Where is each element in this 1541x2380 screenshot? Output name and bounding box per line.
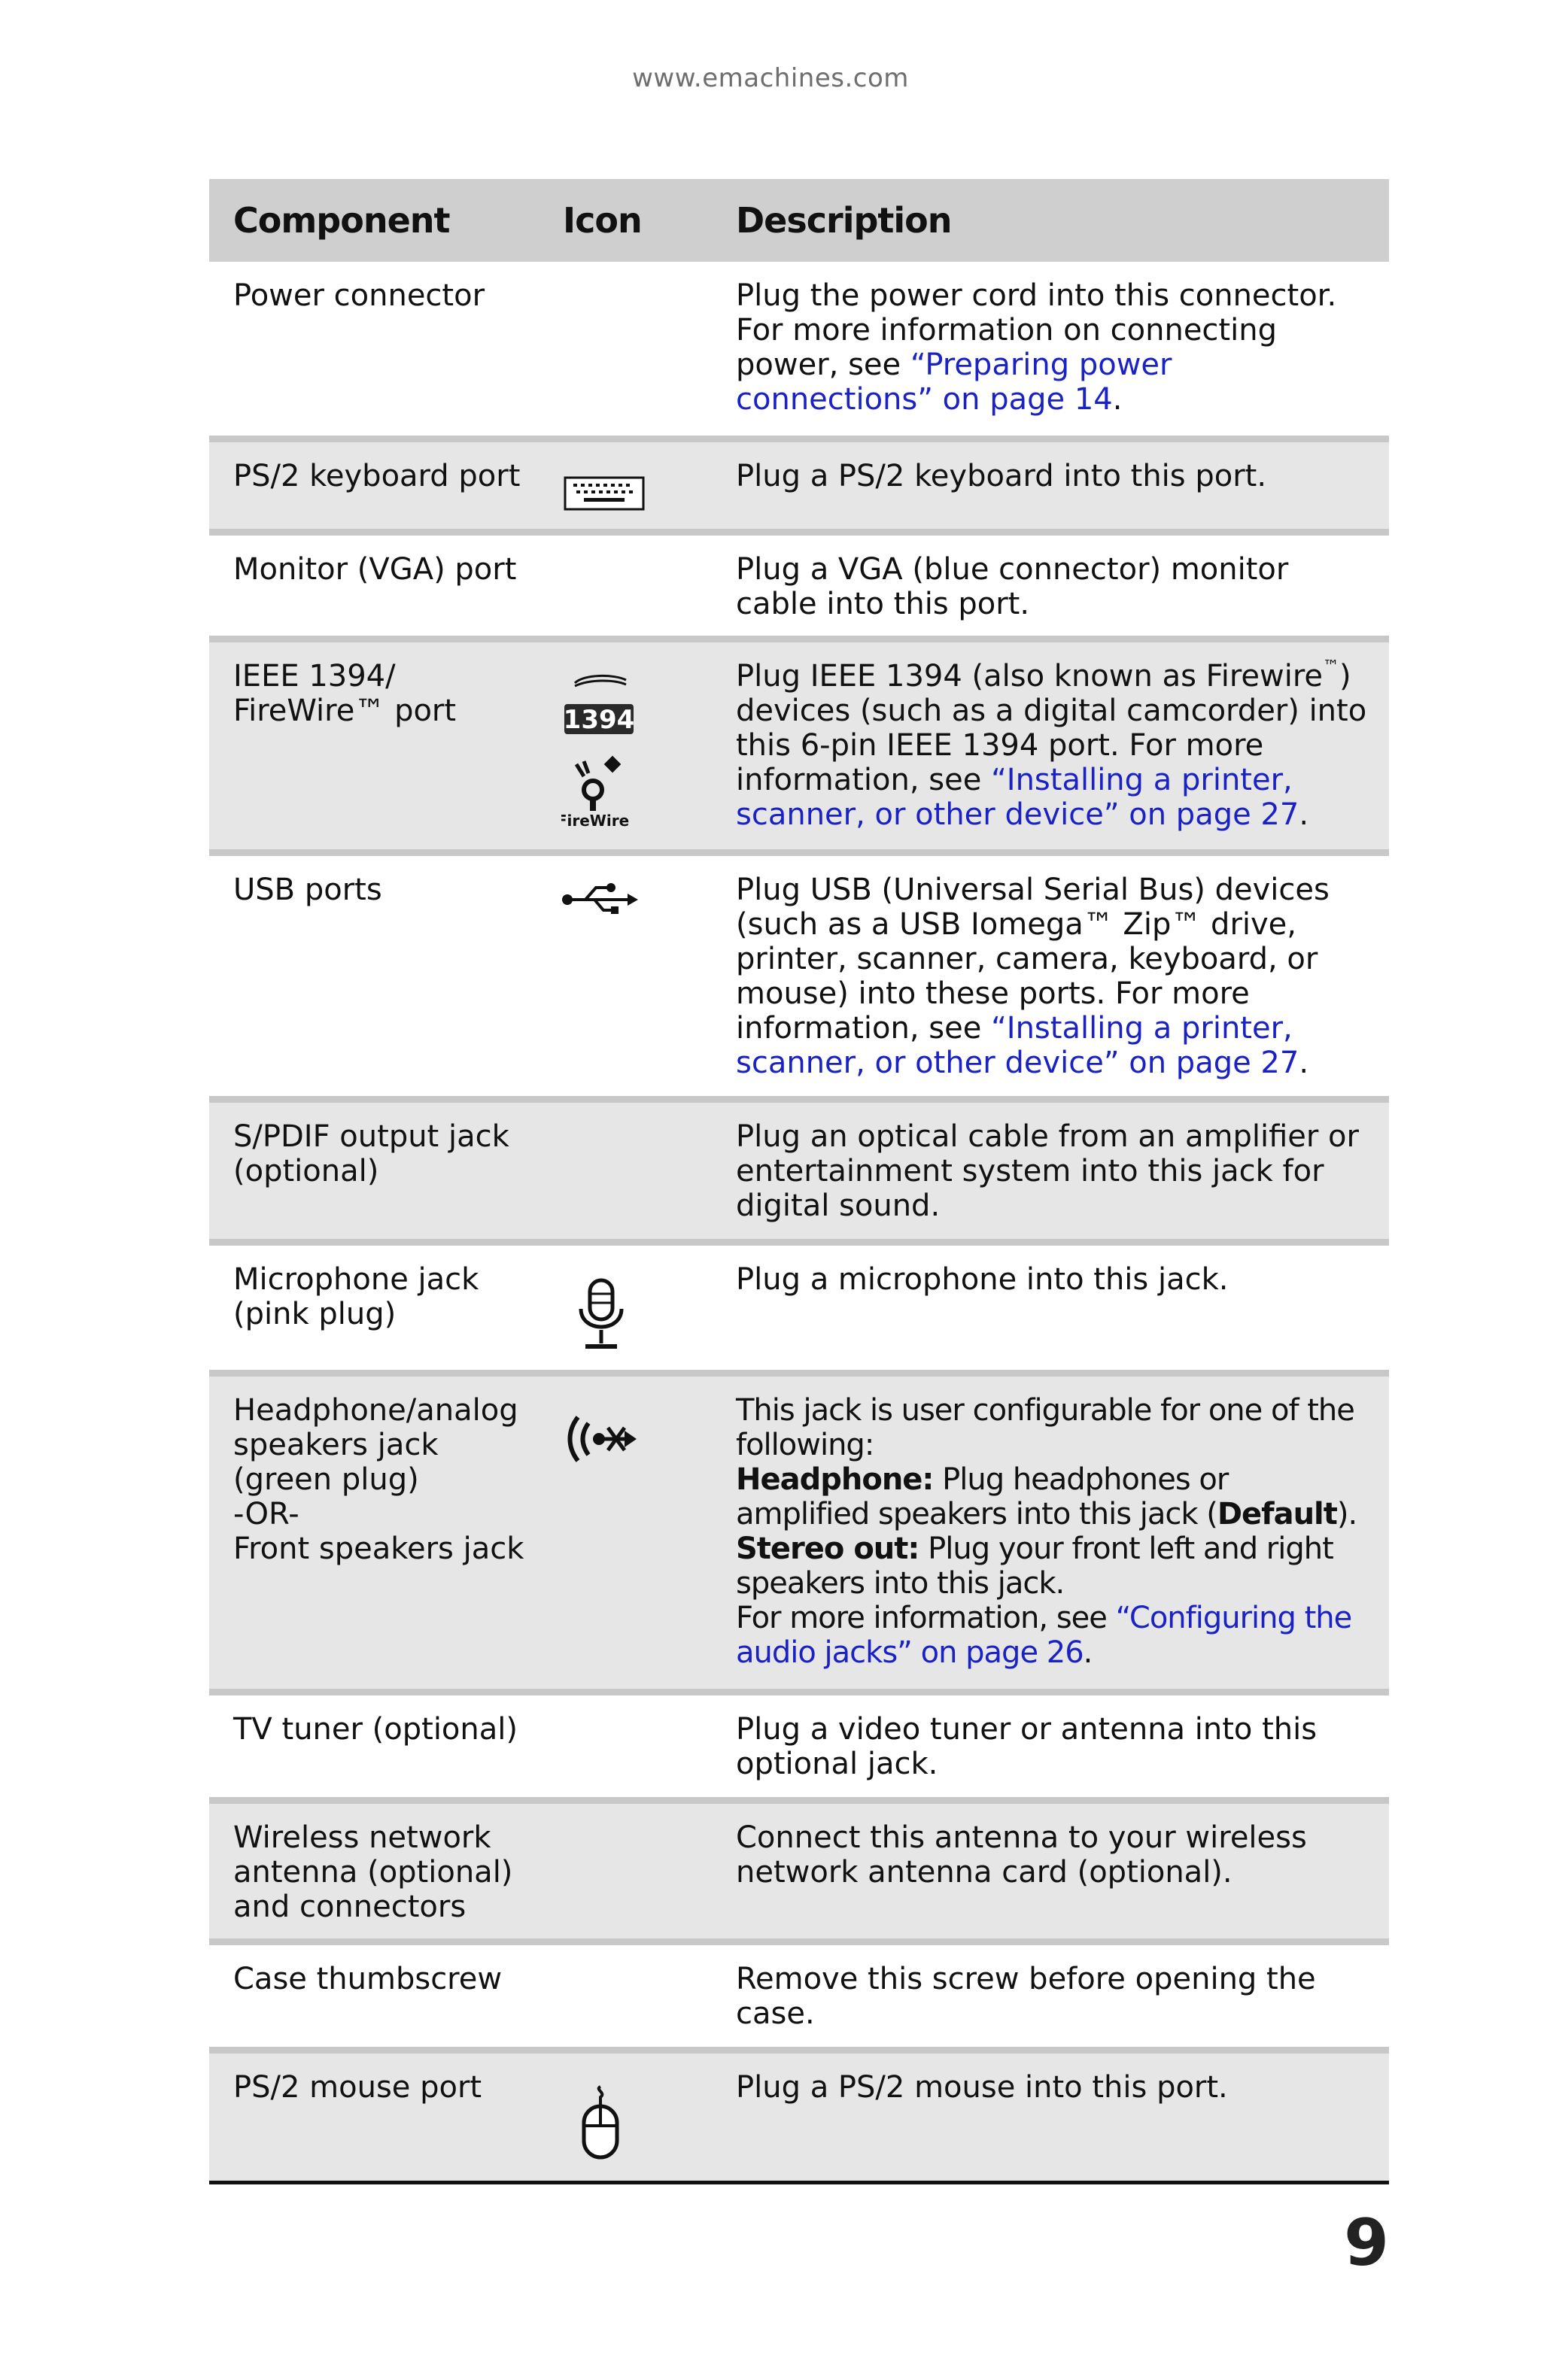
table-header: [209, 179, 1389, 262]
table-row-usb-ports: [209, 856, 1389, 1103]
description-stereo-out: [736, 1532, 1368, 1601]
description-text: Plug your front left and right speakers into this jack.: [736, 1532, 1333, 1601]
component-cell: [209, 1377, 525, 1689]
speaker-out-icon: [564, 1413, 640, 1473]
description-text: ) devices (such as a digital camcorder) into this 6-pin IEEE 1394 port. For more information, see: [736, 659, 1367, 797]
icon-cell: [525, 442, 736, 529]
component-cell: Monitor (VGA) port: [233, 552, 517, 587]
component-line: (pink plug): [233, 1297, 397, 1331]
description-cell: [736, 642, 1389, 849]
keyboard-icon: [563, 475, 646, 519]
firewire-icon: [561, 754, 637, 836]
trademark-sup: ™: [1323, 657, 1340, 676]
description-cell: [736, 856, 1389, 1096]
icon-cell: [525, 1945, 736, 2047]
icon-cell: [525, 1804, 736, 1938]
description-cell: Plug an optical cable from an amplifier or entertainment system into this jack for digital sound.: [736, 1119, 1359, 1223]
description-cell: Connect this antenna to your wireless network antenna card (optional).: [736, 1820, 1307, 1890]
microphone-icon: [575, 1277, 628, 1360]
component-line: Front speakers jack: [233, 1532, 524, 1566]
description-text: Plug headphones or amplified speakers into this jack (: [736, 1462, 1229, 1532]
description-text: Plug USB (Universal Serial Bus) devices (such as a USB Iomega™ Zip™ drive, printer, scanner, camera, keyboard, or mouse) into these ports. For more information, see: [736, 873, 1330, 1046]
table-row-case-thumbscrew: [209, 1945, 1389, 2054]
component-line: IEEE 1394/: [233, 659, 396, 694]
component-line: (optional): [233, 1154, 379, 1188]
description-text: For more information, see: [736, 1601, 1116, 1635]
component-cell: PS/2 keyboard port: [233, 459, 521, 493]
link-installing-a-printer[interactable]: “Installing a printer, scanner, or other device” on page 27: [736, 763, 1299, 832]
description-cell: Plug a PS/2 mouse into this port.: [736, 2070, 1228, 2105]
usb-icon: [560, 880, 643, 924]
table-row-vga-port: [209, 536, 1389, 642]
description-cell: Plug a microphone into this jack.: [736, 1262, 1229, 1297]
component-line: S/PDIF output jack: [233, 1119, 509, 1154]
ieee1394-icon-label: 1394: [563, 705, 635, 735]
description-text: Plug IEEE 1394 (also known as Firewire: [736, 659, 1324, 694]
description-cell: Plug a VGA (blue connector) monitor cable into this port.: [736, 552, 1289, 621]
description-headphone: [736, 1462, 1368, 1532]
description-text: ).: [1336, 1497, 1357, 1532]
table-row-tv-tuner: [209, 1695, 1389, 1804]
column-header-description: Description: [736, 200, 952, 241]
icon-cell: [525, 1695, 736, 1797]
component-cell: [209, 642, 525, 849]
link-installing-a-printer[interactable]: “Installing a printer, scanner, or other device” on page 27: [736, 1011, 1299, 1080]
ieee1394-icon: [561, 672, 637, 745]
site-url: www.emachines.com: [632, 63, 909, 93]
description-cell: [736, 1377, 1389, 1689]
component-line: Headphone/analog speakers jack (green plug): [233, 1393, 518, 1497]
component-line: Wireless network: [233, 1820, 491, 1855]
table-row-keyboard-port: [209, 442, 1389, 536]
component-cell: [209, 1804, 525, 1938]
component-line: FireWire™ port: [233, 694, 457, 728]
components-table: [209, 179, 1389, 2184]
icon-cell: [525, 1377, 736, 1689]
description-cell: Plug a PS/2 keyboard into this port.: [736, 459, 1267, 493]
firewire-icon-label: FireWire: [561, 812, 630, 829]
icon-cell: [525, 1246, 736, 1370]
link-preparing-power-connections[interactable]: “Preparing power connections” on page 14: [736, 348, 1172, 417]
component-cell: [209, 1246, 525, 1370]
component-cell: USB ports: [233, 873, 382, 907]
description-text: This jack is user configurable for one of the following:: [736, 1393, 1354, 1462]
bold-term: Default: [1217, 1497, 1337, 1532]
component-line: Microphone jack: [233, 1262, 479, 1297]
description-more-info: [736, 1601, 1368, 1670]
component-cell: PS/2 mouse port: [233, 2070, 482, 2105]
description-cell: [736, 262, 1389, 436]
link-configuring-audio-jacks[interactable]: “Configuring the audio jacks” on page 26: [736, 1601, 1352, 1670]
icon-cell: [525, 2054, 736, 2181]
table-row-power-connector: [209, 262, 1389, 442]
page-number: 9: [1344, 2205, 1389, 2281]
description-text: .: [1299, 797, 1309, 832]
component-cell: [209, 1103, 525, 1239]
table-row-microphone-jack: [209, 1246, 1389, 1377]
description-cell: Remove this screw before opening the case.: [736, 1962, 1316, 2031]
column-header-icon: Icon: [563, 200, 642, 241]
description-text: Plug the power cord into this connector. For more information on connecting power, see: [736, 278, 1337, 382]
description-text: .: [1299, 1046, 1309, 1080]
table-row-ieee1394-port: [209, 642, 1389, 856]
description-cell: Plug a video tuner or antenna into this optional jack.: [736, 1712, 1318, 1781]
table-row-spdif-jack: [209, 1103, 1389, 1246]
component-cell: TV tuner (optional): [233, 1712, 518, 1747]
icon-cell: [525, 642, 736, 849]
icon-cell: [525, 262, 736, 436]
bold-term: Stereo out:: [736, 1532, 919, 1566]
component-cell: Case thumbscrew: [233, 1962, 503, 1996]
mouse-icon: [578, 2084, 623, 2169]
component-line: -OR-: [233, 1497, 299, 1532]
icon-cell: [525, 856, 736, 1096]
bold-term: Headphone:: [736, 1462, 934, 1497]
component-cell: Power connector: [233, 278, 485, 313]
table-row-mouse-port: [209, 2054, 1389, 2184]
column-header-component: Component: [233, 200, 450, 241]
description-text: .: [1112, 382, 1123, 417]
icon-cell: [525, 536, 736, 636]
table-row-headphone-jack: [209, 1377, 1389, 1695]
table-row-wireless-antenna: [209, 1804, 1389, 1945]
component-line: antenna (optional): [233, 1855, 513, 1890]
icon-cell: [525, 1103, 736, 1239]
description-text: .: [1083, 1635, 1093, 1670]
component-line: and connectors: [233, 1890, 467, 1924]
